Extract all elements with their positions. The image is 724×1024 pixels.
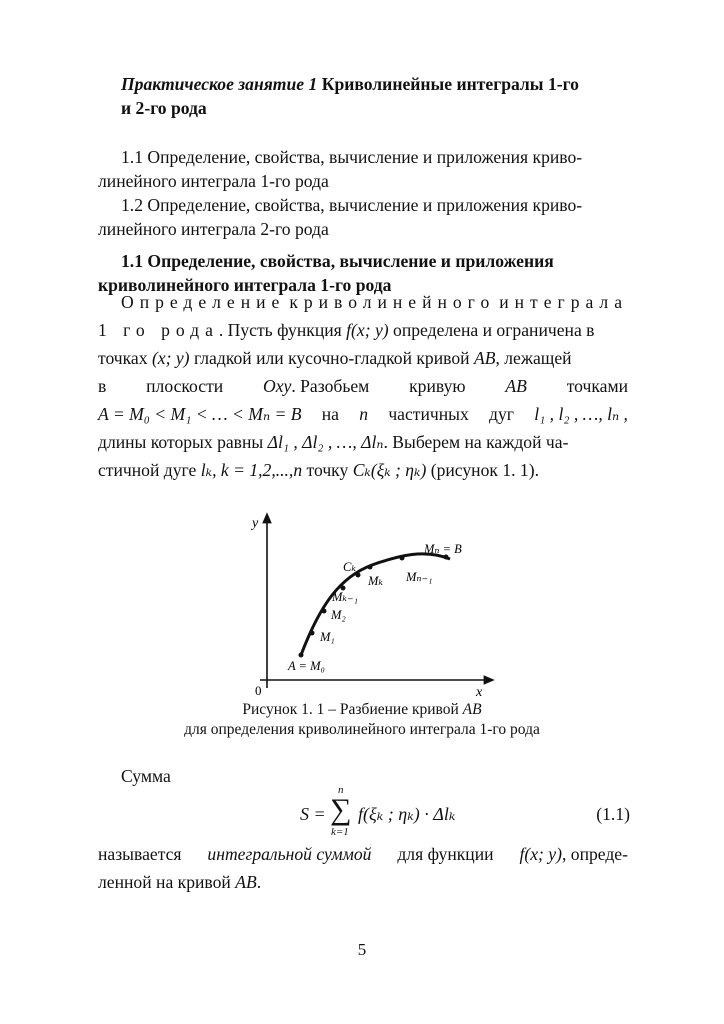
formula-number: (1.1) [596,804,630,824]
body-text-6: в [98,376,107,396]
label-Mn-B: Mₙ = B [424,542,462,556]
function-f-xy: f(x; y) [346,320,389,340]
integral-sum-definition [98,842,628,894]
body-text-3: точках [98,348,148,368]
body-line-2 [98,318,628,342]
body-text-7: плоскости [146,376,224,396]
def-word-4: 1 го рода [98,320,219,340]
caption-text-1: Рисунок 1. 1 – Разбиение кривой [242,701,459,718]
after-curve-AB: AB [235,872,257,892]
sum-lower-limit: k=1 [331,826,349,838]
point-M0 [299,653,304,658]
label-M1: M₁ [320,630,335,644]
point-M1 [310,631,315,636]
after-text-4: ленной на кривой [98,872,231,892]
point-Ck: Cₖ(ξₖ ; ηₖ) [352,460,427,480]
body-line-1 [98,290,628,314]
partition-points: A = M₀ < M₁ < … < Mₙ = B [98,404,302,424]
def-word-2: криволинейного [289,292,496,312]
title-part-2: и 2-го рода [121,98,207,118]
after-text-1: называется [98,844,182,864]
x-axis-label: x [476,685,483,700]
toc-item-1-line1: 1.1 Определение, свойства, вычисление и приложения криво- [121,147,583,167]
arc-lengths: Δl₁ , Δl₂ , …, Δlₙ [267,432,384,452]
title-italic: Практическое занятие 1 [121,74,318,94]
practical-title [98,72,628,120]
point-M2 [322,609,327,614]
n-value: n [359,404,369,424]
arc-lk: lₖ [200,460,213,480]
curve-partition-figure [240,505,500,705]
label-Mk-1: Mₖ₋₁ [332,590,358,604]
origin-label: 0 [255,683,262,698]
body-text-10: точками [566,376,628,396]
body-text-8: . Разобьем [291,376,370,396]
curve-AB-2: AB [505,376,527,396]
formula-expression: f(ξₖ ; ηₖ) · Δlₖ [358,804,456,824]
label-M2: M₂ [331,608,346,622]
point-Mk [368,565,373,570]
after-function-f-xy: f(x; y) [519,844,562,864]
after-line-2 [98,870,628,894]
body-line-7 [98,458,628,482]
y-axis-label: y [252,516,259,531]
body-text-1: . Пусть функция [218,320,342,340]
body-text-9: кривую [409,376,466,396]
toc-item-2-line1: 1.2 Определение, свойства, вычисление и приложения криво- [121,195,583,215]
caption-AB: AB [462,701,482,718]
figure-caption [0,700,724,740]
body-line-3 [98,346,628,370]
section-heading-line2: криволинейного интеграла 1-го рода [98,275,392,295]
body-text-16: стичной дуге [98,460,197,480]
k-range: , k = 1,2,...,n [212,460,303,480]
body-line-4 [98,374,628,398]
label-Mn-1: Mₙ₋₁ [406,570,433,584]
term-integral-sum: интегральной суммой [207,844,372,864]
def-word-3: интеграла [499,292,628,312]
plane-Oxy: Oxy [263,376,292,396]
body-line-5 [98,402,628,426]
formula-S: S = [300,804,326,824]
point-Ck [356,573,361,578]
body-text-12: частичных [388,404,469,424]
label-A-M0: A = M₀ [288,659,325,673]
toc-item-1 [98,145,628,193]
after-text-3: , опреде- [561,844,628,864]
title-part-1: Криволинейные интегралы 1-го [321,74,579,94]
definition-paragraph [98,290,628,482]
body-text-5: , лежащей [495,348,572,368]
body-text-15: . Выберем на каждой ча- [383,432,569,452]
def-word-1: Определение [121,292,286,312]
sum-symbol: ∑ [330,793,352,826]
body-text-14: длины которых равны [98,432,264,452]
integral-sum-formula [300,784,630,840]
after-text-5: . [256,872,262,892]
after-line-1 [98,842,628,866]
body-text-17: точку [306,460,349,480]
sum-upper-limit: n [338,784,344,796]
curve-AB: AB [473,348,496,368]
body-text-18: (рисунок 1. 1). [430,460,539,480]
label-Ck: Cₖ [343,560,356,574]
section-heading-line1 [98,249,628,273]
toc-item-2 [98,193,628,241]
caption-line-2: для определения криволинейного интеграла 1-го рода [184,721,540,738]
toc-item-2-line2: линейного интеграла 2-го рода [98,219,329,239]
body-line-6 [98,430,628,454]
point-Mn-1 [400,556,405,561]
label-Mk: Mₖ [368,574,383,588]
caption-line-1 [0,700,724,720]
toc-item-1-line2: линейного интеграла 1-го рода [98,171,329,191]
section-heading-text-1: 1.1 Определение, свойства, вычисление и приложения [121,251,554,271]
sum-intro: Сумма [121,766,171,786]
body-text-4: гладкой или кусочно-гладкой кривой [193,348,470,368]
arcs-list: l₁ , l₂ , …, lₙ , [534,404,628,424]
body-text-11: на [321,404,339,424]
after-text-2: для функции [397,844,494,864]
point-xy: (x; y) [151,348,190,368]
body-text-2: определена и ограничена в [393,320,595,340]
body-text-13: дуг [489,404,515,424]
page-number: 5 [357,940,367,959]
